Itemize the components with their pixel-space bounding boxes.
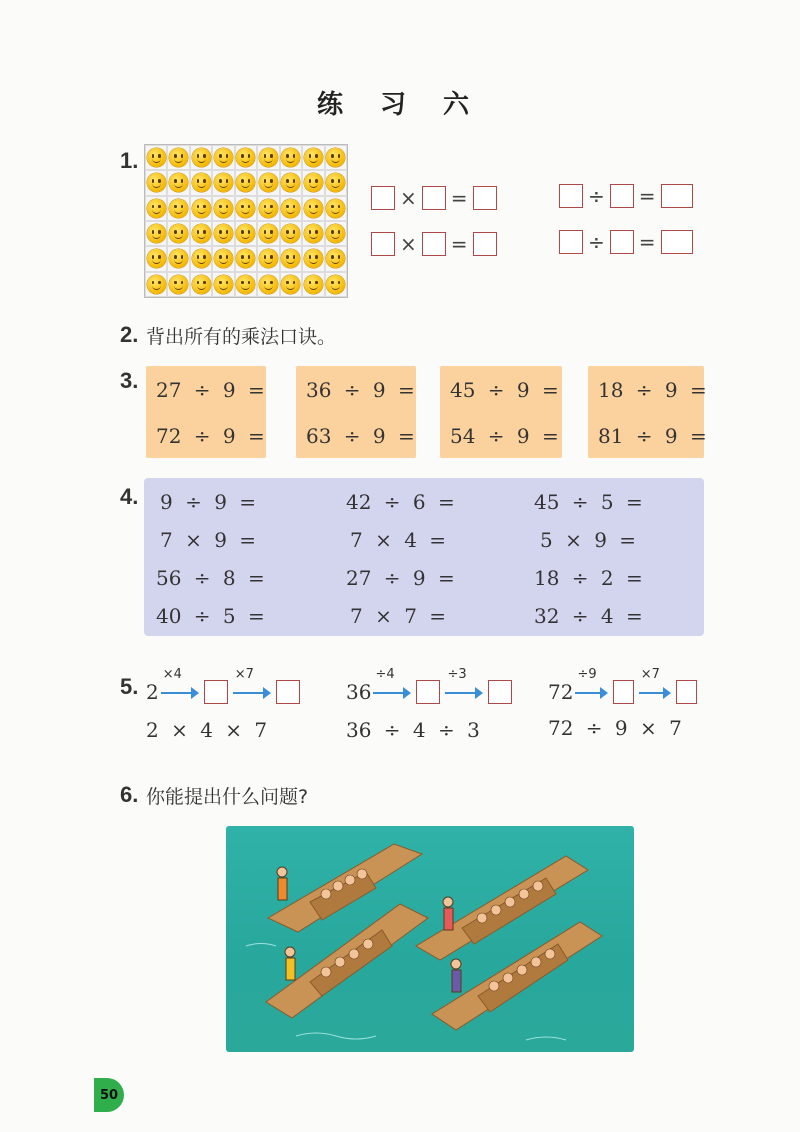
smiley-face-icon [214,249,233,268]
answer-box[interactable] [661,230,693,254]
calculation-item: 5 × 9 = [540,528,637,552]
grid-cell [325,145,347,170]
answer-box[interactable] [371,186,395,210]
division-problem: 36 ÷ 9 = [306,378,415,402]
grid-cell [145,246,167,271]
smiley-face-icon [259,224,278,243]
arrow-icon [445,667,483,703]
grid-cell [257,196,279,221]
grid-cell [190,246,212,271]
boats-illustration [226,826,634,1052]
grid-cell [167,145,189,170]
answer-box[interactable] [422,186,446,210]
grid-cell [167,170,189,195]
division-card [440,366,562,458]
smiley-face-icon [259,275,278,294]
smiley-face-icon [169,199,188,218]
question-1-number: 1. [120,148,139,173]
calculation-item: 40 ÷ 5 = [156,604,265,628]
operation-label: ÷4 [375,667,395,682]
smiley-face-icon [169,275,188,294]
question-2-text: 背出所有的乘法口诀。 [146,326,337,348]
grid-cell [302,272,324,297]
grid-cell [257,272,279,297]
answer-box[interactable] [473,186,497,210]
page-number: 50 [94,1078,124,1112]
smiley-face-icon [169,224,188,243]
operation-label: ×7 [234,667,254,682]
grid-cell [190,170,212,195]
smiley-face-icon [214,148,233,167]
calculation-item: 27 ÷ 9 = [346,566,455,590]
grid-cell [235,221,257,246]
smiley-face-icon [281,199,300,218]
answer-box[interactable] [610,184,634,208]
smiley-face-icon [326,249,345,268]
smiley-face-icon [236,199,255,218]
smiley-face-icon [147,224,166,243]
grid-cell [325,272,347,297]
grid-cell [167,221,189,246]
q1-division-equation-2: ÷ = [556,230,696,254]
chain-expression: 2 × 4 × 7 [146,718,268,742]
chain-expression: 72 ÷ 9 × 7 [548,716,682,740]
grid-cell [302,221,324,246]
smiley-face-icon [259,148,278,167]
calculation-item: 7 × 9 = [160,528,257,552]
grid-cell [257,145,279,170]
grid-cell [145,272,167,297]
grid-cell [212,221,234,246]
grid-cell [235,246,257,271]
smiley-face-icon [326,173,345,192]
chain-start-number: 2 [146,680,159,704]
smiley-face-icon [326,275,345,294]
operation-label: ×4 [162,667,182,682]
division-problem: 54 ÷ 9 = [450,424,559,448]
arrow-icon [373,667,411,703]
smiley-face-icon [281,249,300,268]
answer-box[interactable] [559,184,583,208]
arrow-icon [161,667,199,703]
grid-cell [302,170,324,195]
calculation-item: 9 ÷ 9 = [160,490,257,514]
calculation-panel [144,478,704,636]
smiley-face-icon [304,173,323,192]
smiley-face-icon [169,148,188,167]
grid-cell [302,145,324,170]
grid-cell [257,246,279,271]
smiley-face-icon [192,148,211,167]
smiley-face-icon [147,148,166,167]
grid-cell [302,196,324,221]
answer-box[interactable] [416,680,440,704]
q1-multiplication-equation-2: × = [368,232,500,256]
answer-box[interactable] [371,232,395,256]
smiley-face-icon [259,249,278,268]
question-3-number: 3. [120,368,139,393]
calculation-item: 18 ÷ 2 = [534,566,643,590]
grid-cell [190,221,212,246]
division-problem: 63 ÷ 9 = [306,424,415,448]
question-4-number: 4. [120,484,139,509]
operation-label: ×7 [640,667,660,682]
calculation-item: 7 × 4 = [350,528,447,552]
operation-chain [146,667,303,704]
smiley-face-icon [326,199,345,218]
grid-cell [190,272,212,297]
operation-chain [548,667,700,704]
operation-label: ÷9 [577,667,597,682]
grid-cell [145,145,167,170]
grid-cell [257,221,279,246]
grid-cell [167,246,189,271]
grid-cell [212,145,234,170]
division-problem: 81 ÷ 9 = [598,424,707,448]
question-2-number: 2. [120,322,139,347]
grid-cell [325,170,347,195]
question-5-number: 5. [120,674,139,699]
division-card [588,366,707,458]
division-card [146,366,266,458]
question-6-number: 6. [120,782,139,807]
chain-expression: 36 ÷ 4 ÷ 3 [346,718,480,742]
grid-cell [212,196,234,221]
division-problem: 18 ÷ 9 = [598,378,707,402]
answer-box[interactable] [676,680,697,704]
smiley-face-icon [214,199,233,218]
smiley-face-icon [304,224,323,243]
grid-cell [167,272,189,297]
smiley-face-icon [281,173,300,192]
smiley-face-icon [236,275,255,294]
grid-cell [325,246,347,271]
smiley-face-icon [236,173,255,192]
smiley-face-icon [259,199,278,218]
grid-cell [212,272,234,297]
smiley-face-icon [304,249,323,268]
smiley-face-icon [192,224,211,243]
answer-box[interactable] [473,232,497,256]
smiley-face-icon [147,249,166,268]
grid-cell [145,170,167,195]
grid-cell [167,196,189,221]
division-problem: 45 ÷ 9 = [450,378,559,402]
grid-cell [302,246,324,271]
smiley-face-icon [326,224,345,243]
smiley-grid [144,144,348,298]
grid-cell [280,246,302,271]
smiley-face-icon [214,173,233,192]
smiley-face-icon [236,148,255,167]
division-problem: 27 ÷ 9 = [156,378,265,402]
calculation-item: 56 ÷ 8 = [156,566,265,590]
answer-box[interactable] [276,680,300,704]
arrow-icon [639,667,671,703]
smiley-face-icon [214,224,233,243]
calculation-item: 7 × 7 = [350,604,447,628]
chain-start-number: 36 [346,680,372,704]
smiley-face-icon [192,275,211,294]
answer-box[interactable] [559,230,583,254]
division-problem: 72 ÷ 9 = [156,424,265,448]
smiley-face-icon [326,148,345,167]
grid-cell [145,221,167,246]
smiley-face-icon [304,199,323,218]
calculation-item: 42 ÷ 6 = [346,490,455,514]
smiley-face-icon [281,224,300,243]
smiley-face-icon [214,275,233,294]
grid-cell [190,196,212,221]
smiley-face-icon [236,249,255,268]
chain-start-number: 72 [548,680,574,704]
smiley-face-icon [281,275,300,294]
arrow-icon [575,667,607,703]
answer-box[interactable] [610,230,634,254]
answer-box[interactable] [613,680,634,704]
division-card [296,366,416,458]
smiley-face-icon [192,199,211,218]
calculation-item: 45 ÷ 5 = [534,490,643,514]
q1-division-equation-1: ÷ = [556,184,696,208]
operation-label: ÷3 [447,667,467,682]
smiley-face-icon [236,224,255,243]
answer-box[interactable] [488,680,512,704]
grid-cell [257,170,279,195]
question-6-text: 你能提出什么问题? [146,786,309,808]
page-title: 练 习 六 [316,90,484,120]
operation-chain [346,667,515,704]
smiley-face-icon [169,173,188,192]
grid-cell [212,170,234,195]
smiley-face-icon [147,173,166,192]
answer-box[interactable] [422,232,446,256]
grid-cell [235,196,257,221]
smiley-face-icon [281,148,300,167]
grid-cell [280,196,302,221]
arrow-icon [233,667,271,703]
grid-cell [235,272,257,297]
smiley-face-icon [304,275,323,294]
smiley-face-icon [192,173,211,192]
grid-cell [325,196,347,221]
grid-cell [235,145,257,170]
smiley-face-icon [147,275,166,294]
grid-cell [145,196,167,221]
grid-cell [212,246,234,271]
answer-box[interactable] [204,680,228,704]
smiley-face-icon [169,249,188,268]
grid-cell [280,170,302,195]
grid-cell [280,272,302,297]
answer-box[interactable] [661,184,693,208]
grid-cell [190,145,212,170]
grid-cell [280,145,302,170]
smiley-face-icon [304,148,323,167]
smiley-face-icon [259,173,278,192]
smiley-face-icon [192,249,211,268]
smiley-face-icon [147,199,166,218]
q1-multiplication-equation-1: × = [368,186,500,210]
grid-cell [280,221,302,246]
grid-cell [325,221,347,246]
grid-cell [235,170,257,195]
calculation-item: 32 ÷ 4 = [534,604,643,628]
